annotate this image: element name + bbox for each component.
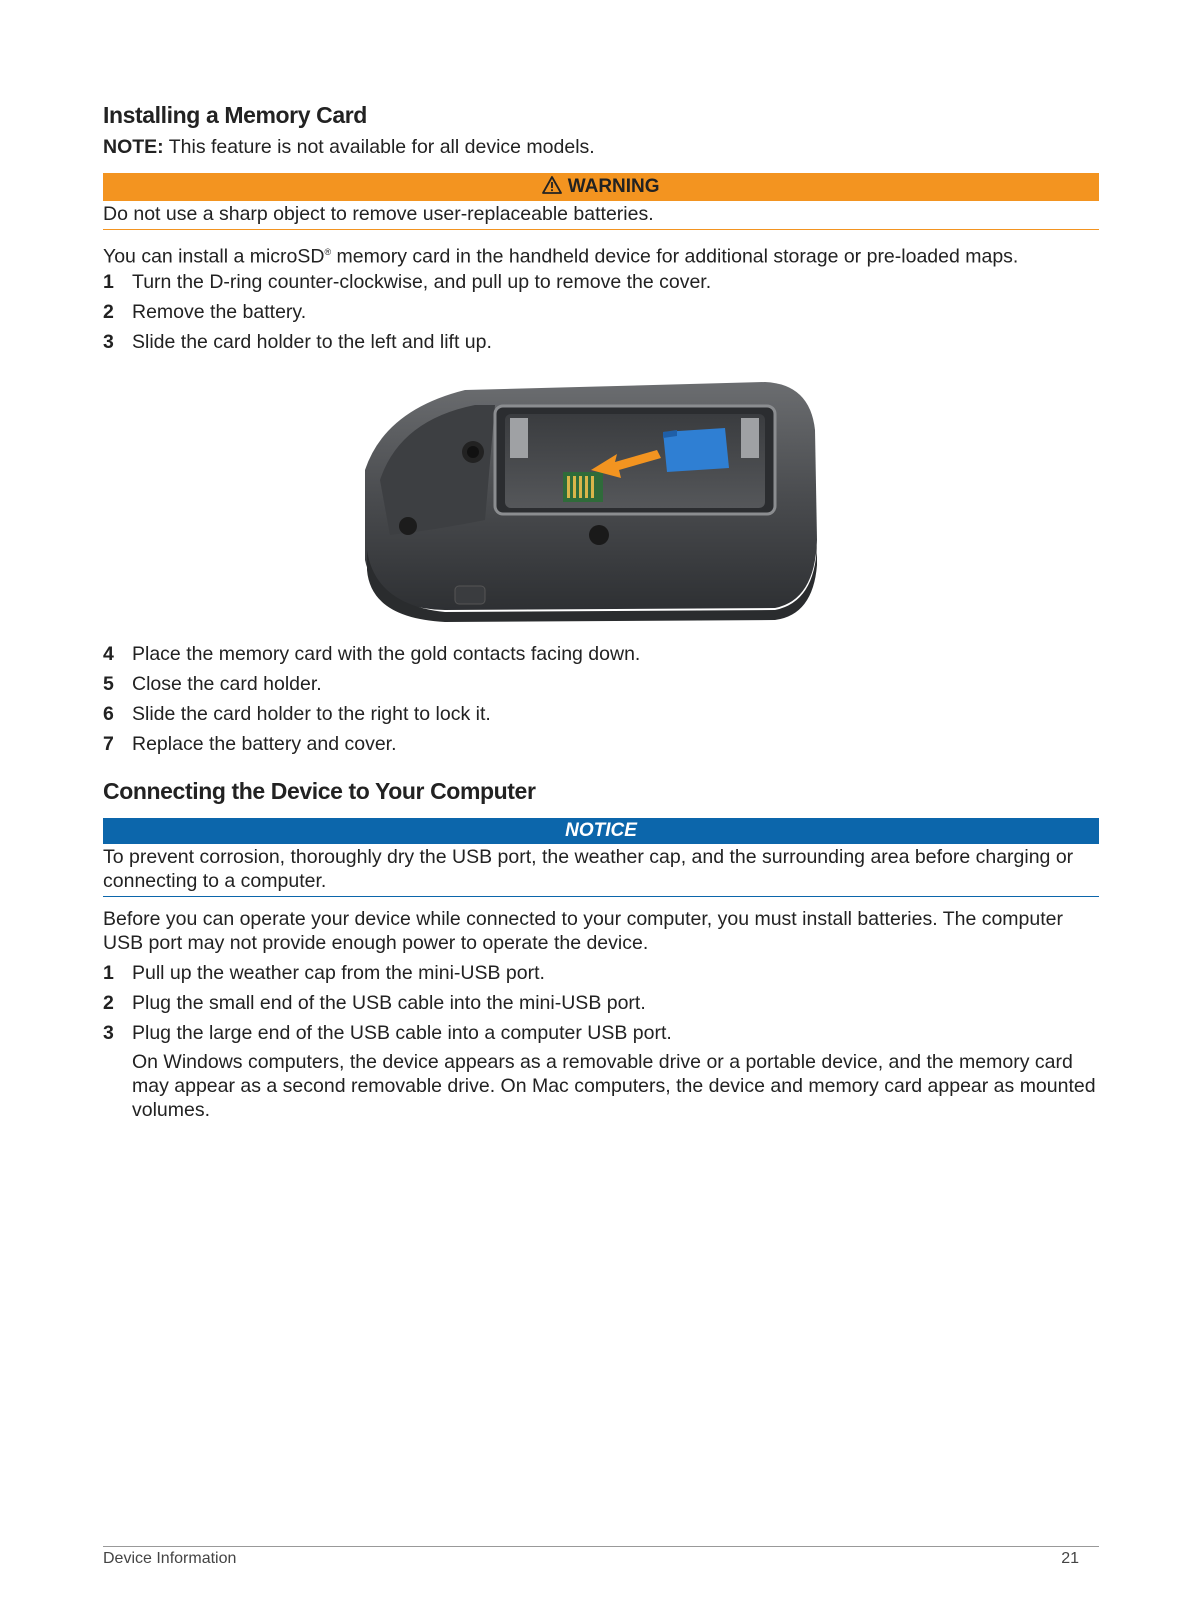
step-number: 1 [103,271,114,293]
warning-rule [103,229,1099,230]
step-text: Replace the battery and cover. [132,733,397,755]
step-number: 2 [103,992,114,1014]
step-text: Plug the large end of the USB cable into a computer USB port. [132,1022,672,1044]
warning-label: WARNING [567,176,660,197]
step-number: 5 [103,673,114,695]
notice-bar: NOTICE [103,818,1099,844]
step-number: 2 [103,301,114,323]
notice-text: To prevent corrosion, thoroughly dry the USB port, the weather cap, and the surrounding area before charging or connecting to a computer. [103,846,1074,892]
note-paragraph [103,135,1099,159]
step-text: Slide the card holder to the right to lock it. [132,703,491,725]
step-text: Slide the card holder to the left and lift up. [132,331,492,353]
step-text: Close the card holder. [132,673,322,695]
footer-page-number: 21 [1061,1550,1079,1567]
step-number: 6 [103,703,114,725]
step-number: 1 [103,962,114,984]
notice-rule [103,896,1099,897]
step-result-text: On Windows computers, the device appears as a removable drive or a portable device, and the memory card may appear as a second removable drive. On Mac computers, the device and memory card appear as mounted volumes. [132,1051,1096,1121]
intro-text-end: memory card in the handheld device for additional storage or pre-loaded maps. [331,245,1019,268]
step-number: 3 [103,331,114,353]
footer-rule [103,1546,1099,1547]
step-number: 3 [103,1022,114,1044]
heading-installing-memory-card: Installing a Memory Card [103,102,367,128]
note-label: NOTE: [103,136,164,158]
step-text: Pull up the weather cap from the mini-USB port. [132,962,545,984]
step-number: 4 [103,643,114,665]
step-text: Remove the battery. [132,301,307,323]
registered-mark: ® [324,247,332,257]
step-text: Turn the D-ring counter-clockwise, and pull up to remove the cover. [132,271,712,293]
memory-card-intro [103,240,1099,269]
warning-text: Do not use a sharp object to remove user-replaceable batteries. [103,203,654,225]
step-number: 7 [103,733,114,755]
warning-triangle-icon [542,176,567,197]
step-text: Plug the small end of the USB cable into the mini-USB port. [132,992,646,1014]
device-illustration [305,370,895,640]
note-text: This feature is not available for all device models. [163,136,595,158]
heading-connecting-device: Connecting the Device to Your Computer [103,778,536,804]
step-text: Place the memory card with the gold contacts facing down. [132,643,641,665]
intro-text-start: You can install a microSD [103,245,325,268]
connecting-intro: Before you can operate your device while connected to your computer, you must install batteries. The computer USB port may not provide enough power to operate the device. [103,908,1063,954]
warning-bar [103,173,1099,201]
footer-section-name: Device Information [103,1550,237,1567]
